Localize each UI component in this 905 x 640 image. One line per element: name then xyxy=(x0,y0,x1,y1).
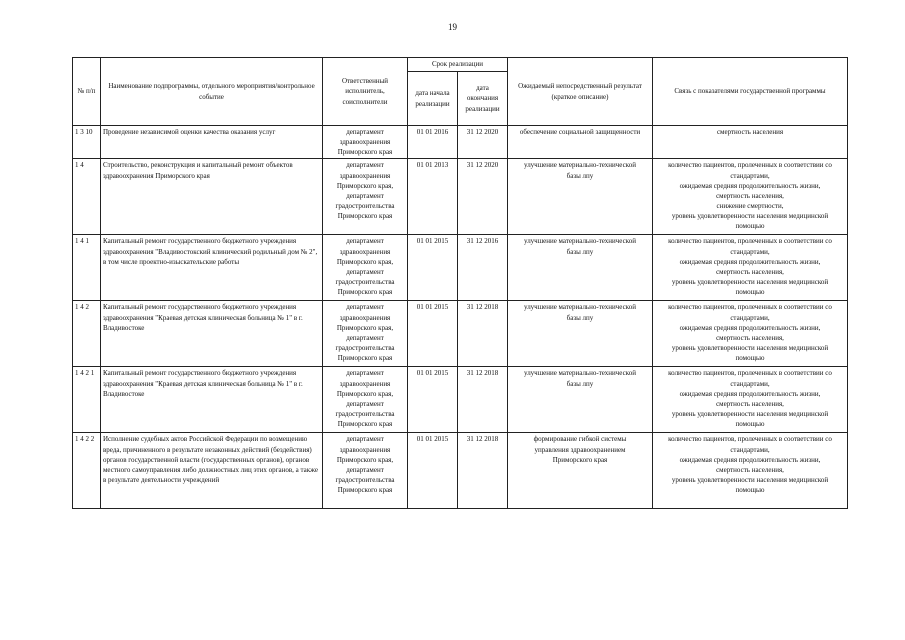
program-indicators-line: количество пациентов, пролеченных в соответствии со xyxy=(668,161,832,170)
header-end: дата окончания реализации xyxy=(458,72,508,126)
expected-result xyxy=(508,433,653,509)
table-row xyxy=(73,126,848,159)
program-indicators-line: помощью xyxy=(735,354,765,363)
program-indicators-line: помощью xyxy=(735,420,765,429)
executor-cell-line: департамент xyxy=(346,267,384,276)
header-start: дата начала реализации xyxy=(408,72,458,126)
program-indicators-line: смертность населения, xyxy=(716,399,784,408)
program-indicators xyxy=(653,159,848,235)
program-indicators-line: помощью xyxy=(735,486,765,495)
header-num: № п/п xyxy=(73,58,101,126)
table-row xyxy=(73,235,848,301)
executor-cell-line: градостроительства xyxy=(335,201,395,210)
program-indicators-line: уровень удовлетворенности населения медицинской xyxy=(671,409,829,418)
header-period: Срок реализации xyxy=(408,58,508,72)
program-indicators-line: стандартами, xyxy=(730,247,770,256)
header-link: Связь с показателями государственной программы xyxy=(653,58,848,126)
start-date: 01 01 2013 xyxy=(408,159,458,235)
program-indicators-line: снижение смертности, xyxy=(716,201,784,210)
executor-cell-line: департамент xyxy=(346,237,384,246)
end-date: 31 12 2020 xyxy=(458,126,508,159)
executor-cell xyxy=(323,235,408,301)
program-indicators xyxy=(653,126,848,159)
program-indicators-line: смертность населения xyxy=(716,128,784,136)
expected-result xyxy=(508,126,653,159)
row-number: 1 3 10 xyxy=(73,126,101,159)
start-date: 01 01 2015 xyxy=(408,433,458,509)
table-row xyxy=(73,367,848,433)
executor-cell-line: Приморского края xyxy=(337,148,393,157)
expected-result-line: базы лпу xyxy=(566,313,594,322)
program-indicators-line: количество пациентов, пролеченных в соответствии со xyxy=(668,237,832,246)
program-indicators-line: стандартами, xyxy=(730,379,770,388)
program-indicators-line: стандартами, xyxy=(730,171,770,180)
executor-cell-line: градостроительства xyxy=(335,409,395,418)
activity-name: Капитальный ремонт государственного бюджетного учреждения здравоохранения "Владивостокский клинический родильный дом № 2", в том числе проектно-изыскательские работы xyxy=(101,235,323,301)
executor-cell-line: Приморского края, xyxy=(336,389,394,398)
executor-cell-line: департамент xyxy=(346,399,384,408)
program-indicators xyxy=(653,301,848,367)
program-indicators-line: ожидаемая средняя продолжительность жизни, xyxy=(679,257,821,266)
expected-result-line: улучшение материально-технической xyxy=(524,303,636,312)
row-number: 1 4 1 xyxy=(73,235,101,301)
start-date: 01 01 2015 xyxy=(408,301,458,367)
executor-cell-line: Приморского края xyxy=(337,354,393,363)
expected-result-line: базы лпу xyxy=(566,247,594,256)
executor-cell-line: департамент xyxy=(346,369,384,378)
program-indicators-line: смертность населения, xyxy=(716,191,784,200)
executor-cell-line: департамент xyxy=(346,435,384,444)
row-number: 1 4 xyxy=(73,159,101,235)
start-date: 01 01 2015 xyxy=(408,235,458,301)
end-date: 31 12 2016 xyxy=(458,235,508,301)
activity-name: Капитальный ремонт государственного бюджетного учреждения здравоохранения "Краевая детская клиническая больница № 1" в г. Владивостоке xyxy=(101,301,323,367)
program-indicators-line: количество пациентов, пролеченных в соответствии со xyxy=(668,303,832,312)
executor-cell xyxy=(323,367,408,433)
program-indicators-line: ожидаемая средняя продолжительность жизни, xyxy=(679,323,821,332)
expected-result-line: улучшение материально-технической xyxy=(524,161,636,170)
expected-result-line: улучшение материально-технической xyxy=(524,237,636,246)
row-number: 1 4 2 1 xyxy=(73,367,101,433)
program-indicators-line: ожидаемая средняя продолжительность жизни, xyxy=(679,181,821,190)
program-indicators xyxy=(653,433,848,509)
expected-result xyxy=(508,367,653,433)
executor-cell-line: департамент xyxy=(346,465,384,474)
header-name: Наименование подпрограммы, отдельного мероприятия/контрольное событие xyxy=(101,58,323,126)
program-indicators-line: количество пациентов, пролеченных в соответствии со xyxy=(668,435,832,444)
table-row xyxy=(73,159,848,235)
executor-cell xyxy=(323,433,408,509)
expected-result xyxy=(508,235,653,301)
program-indicators-line: ожидаемая средняя продолжительность жизни, xyxy=(679,455,821,464)
program-indicators-line: помощью xyxy=(735,288,765,297)
expected-result xyxy=(508,159,653,235)
activity-name: Исполнение судебных актов Российской Федерации по возмещению вреда, причиненного в результате незаконных действий (бездействия) органов государственной власти (государственных органов), органов местного самоуправления либо должностных лиц этих органов, а также в результате деятельности учреждений xyxy=(101,433,323,509)
program-indicators-line: стандартами, xyxy=(730,445,770,454)
program-indicators-line: уровень удовлетворенности населения медицинской xyxy=(671,212,829,221)
end-date: 31 12 2018 xyxy=(458,367,508,433)
executor-cell-line: Приморского края xyxy=(337,212,393,221)
table-row xyxy=(73,301,848,367)
executor-cell-line: Приморского края, xyxy=(336,257,394,266)
program-indicators-line: смертность населения, xyxy=(716,465,784,474)
executor-cell xyxy=(323,126,408,159)
program-indicators-line: стандартами, xyxy=(730,313,770,322)
program-indicators-line: смертность населения, xyxy=(716,333,784,342)
executor-cell-line: здравоохранения xyxy=(339,379,391,388)
executor-cell-line: здравоохранения xyxy=(339,313,391,322)
page-number: 19 xyxy=(448,22,457,32)
activity-name: Капитальный ремонт государственного бюджетного учреждения здравоохранения "Краевая детская клиническая больница № 1" в г. Владивостоке xyxy=(101,367,323,433)
executor-cell-line: департамент xyxy=(346,303,384,312)
expected-result-line: базы лпу xyxy=(566,379,594,388)
executor-cell-line: Приморского края, xyxy=(336,455,394,464)
program-indicators-line: помощью xyxy=(735,222,765,231)
executor-cell-line: Приморского края xyxy=(337,288,393,297)
program-indicators-line: уровень удовлетворенности населения медицинской xyxy=(671,277,829,286)
table-body xyxy=(73,126,848,509)
table-row xyxy=(73,433,848,509)
row-number: 1 4 2 2 xyxy=(73,433,101,509)
executor-cell-line: департамент xyxy=(346,161,384,170)
end-date: 31 12 2018 xyxy=(458,433,508,509)
program-indicators-line: уровень удовлетворенности населения медицинской xyxy=(671,475,829,484)
program-indicators-line: ожидаемая средняя продолжительность жизни, xyxy=(679,389,821,398)
expected-result xyxy=(508,301,653,367)
activity-name: Строительство, реконструкция и капитальный ремонт объектов здравоохранения Приморского края xyxy=(101,159,323,235)
program-indicators-line: смертность населения, xyxy=(716,267,784,276)
expected-result-line: обеспечение социальной защищенности xyxy=(519,128,641,136)
end-date: 31 12 2020 xyxy=(458,159,508,235)
executor-cell-line: Приморского края xyxy=(337,420,393,429)
end-date: 31 12 2018 xyxy=(458,301,508,367)
executor-cell-line: Приморского края xyxy=(337,486,393,495)
activity-name: Проведение независимой оценки качества оказания услуг xyxy=(101,126,323,159)
program-indicators xyxy=(653,367,848,433)
header-executor: Ответственный исполнитель, соисполнители xyxy=(323,58,408,126)
executor-cell-line: здравоохранения xyxy=(339,445,391,454)
header-result: Ожидаемый непосредственный результат (краткое описание) xyxy=(508,58,653,126)
executor-cell-line: департамент xyxy=(346,128,384,136)
expected-result-line: Приморского края xyxy=(552,455,608,464)
program-indicators-line: уровень удовлетворенности населения медицинской xyxy=(671,343,829,352)
expected-result-line: улучшение материально-технической xyxy=(524,369,636,378)
start-date: 01 01 2015 xyxy=(408,367,458,433)
executor-cell xyxy=(323,159,408,235)
executor-cell-line: здравоохранения xyxy=(339,171,391,180)
executor-cell-line: градостроительства xyxy=(335,277,395,286)
start-date: 01 01 2016 xyxy=(408,126,458,159)
expected-result-line: формирование гибкой системы xyxy=(533,435,627,444)
executor-cell-line: Приморского края, xyxy=(336,323,394,332)
executor-cell-line: градостроительства xyxy=(335,475,395,484)
executor-cell-line: департамент xyxy=(346,191,384,200)
executor-cell-line: здравоохранения xyxy=(339,247,391,256)
expected-result-line: базы лпу xyxy=(566,171,594,180)
executor-cell-line: Приморского края, xyxy=(336,181,394,190)
executor-cell-line: градостроительства xyxy=(335,343,395,352)
program-activities-table xyxy=(72,57,848,509)
program-indicators-line: количество пациентов, пролеченных в соответствии со xyxy=(668,369,832,378)
executor-cell xyxy=(323,301,408,367)
executor-cell-line: здравоохранения xyxy=(339,138,391,147)
executor-cell-line: департамент xyxy=(346,333,384,342)
program-indicators xyxy=(653,235,848,301)
row-number: 1 4 2 xyxy=(73,301,101,367)
expected-result-line: управления здравоохранением xyxy=(534,445,626,454)
